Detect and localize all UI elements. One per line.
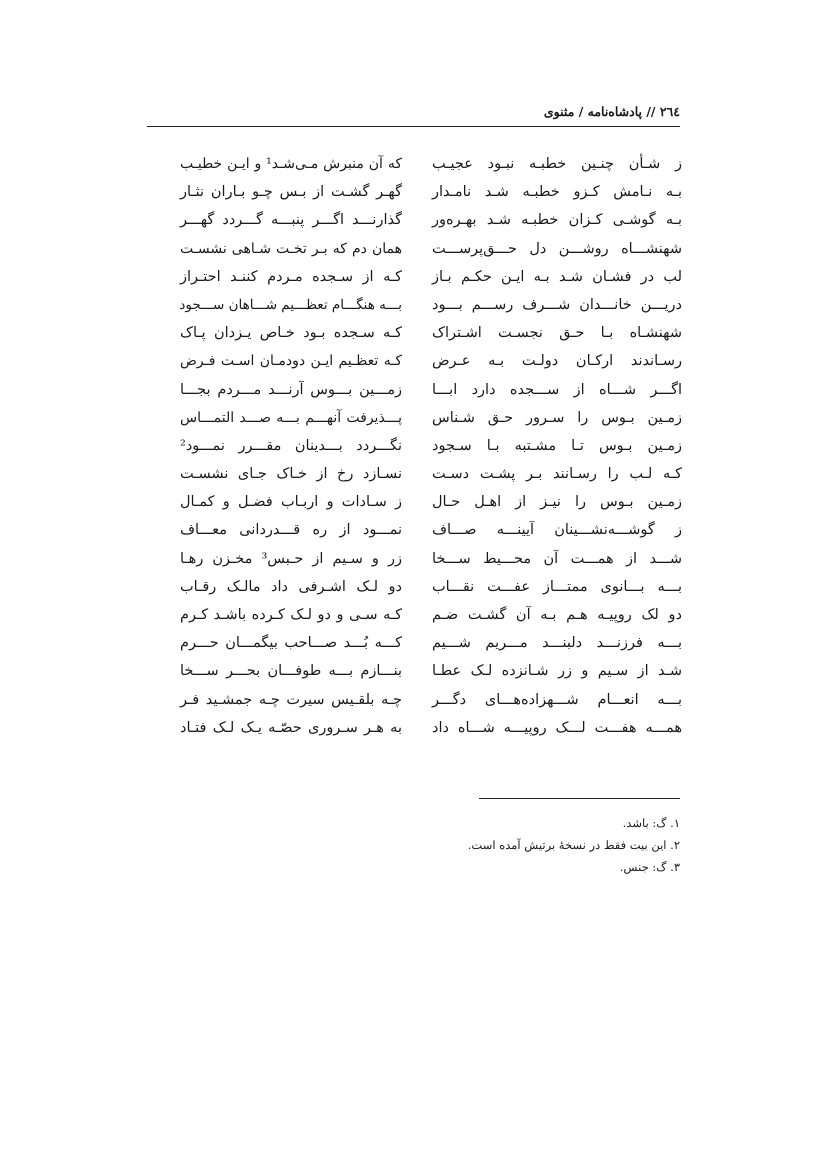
- verse-line: دو لـک اشـرفی داد مالـک رقـاب: [180, 578, 402, 595]
- verse-line: زمـین بـوس تـا مشـتبه بـا سـجود: [432, 437, 682, 454]
- footnotes: [400, 812, 680, 878]
- verse-line: شـد از سـیم و زر شـانزده لـک عطـا: [432, 663, 682, 680]
- verse-line: لب در فشـان شـد بـه ایـن حکـم بـاز: [432, 268, 682, 285]
- verse-line: کـه لـب را رسـانند بـر پشـت دسـت: [432, 466, 682, 483]
- verse-line: گهـر گشـت از بـس چـو بـاران نثـار: [180, 184, 402, 201]
- verse-line: کـه تعظـیم ایـن دودمـان اسـت فـرض: [180, 353, 402, 370]
- verse-line: اگـــر شـــاه از ســـجده دارد ابـــا: [432, 381, 682, 398]
- verse-line: کـه سـی و دو لـک کـرده باشـد کـرم: [180, 607, 402, 623]
- verse-line: ز سـادات و اربـاب فضـل و کمـال: [180, 494, 402, 511]
- verse-line: شهنشـــاه روشـــن دل حـــق‌پرســـت: [432, 240, 682, 257]
- verse-line: بـــه انعـــام شـــهزاده‌هـــای دگـــر: [432, 691, 682, 708]
- verse-line: به هـر سـروری حصّـه یـک لـک فتـاد: [180, 719, 402, 736]
- header-divider: [147, 126, 680, 127]
- verse-line: پـــذیرفت آنهـــم بـــه صـــد التمـــاس: [180, 409, 402, 426]
- poem-right-column: [432, 150, 682, 742]
- verse-line: بنـــازم بـــه طوفـــان بحـــر ســـخا: [180, 663, 402, 680]
- verse-line: نگـــردد بـــدینان مقـــرر نمـــود²: [180, 437, 402, 454]
- verse-line: نمـــود از ره قـــدردانی معـــاف: [180, 522, 402, 539]
- verse-line: بـه گوشـی کـزان خطبـه شـد بهـره‌ور: [432, 212, 682, 229]
- verse-line: شـــد از همـــت آن محـــیط ســـخا: [432, 550, 682, 567]
- verse-line: چـه بلقـیس سیرت چـه جمشـید فـر: [180, 691, 402, 708]
- verse-line: دریـــن خانـــدان شـــرف رســـم بـــود: [432, 296, 682, 313]
- verse-line: زمـین بـوس را نیـز از اهـل حـال: [432, 494, 682, 511]
- verse-line: شهنشـاه بـا حـق نجسـت اشـتراک: [432, 325, 682, 342]
- verse-line: بـــه بـــانوی ممتـــاز عفـــت نقـــاب: [432, 578, 682, 595]
- verse-line: همان دم که بـر تخـت شـاهی نشسـت: [180, 240, 402, 257]
- verse-line: بـه نـامش کـزو خطبـه شـد نامـدار: [432, 184, 682, 201]
- verse-line: همـــه هفـــت لـــک روپیـــه شـــاه داد: [432, 719, 682, 736]
- verse-line: بـــه فرزنـــد دلبنـــد مـــریم شـــیم: [432, 635, 682, 652]
- verse-line: زمـین بـوس را سـرور حـق شـناس: [432, 409, 682, 426]
- verse-line: گذارنـــد اگـــر پنبـــه گـــردد گهـــر: [180, 212, 402, 229]
- verse-line: که آن منبرش مـی‌شـد¹ و ایـن خطیـب: [180, 156, 402, 172]
- verse-line: کـه سـجده بـود خـاص یـزدان پـاک: [180, 325, 402, 342]
- footnote: ٢. این بیت فقط در نسخهٔ برتیش آمده است.: [467, 838, 680, 852]
- verse-line: ز شـأن چنـین خطبـه نبـود عجیـب: [432, 156, 682, 172]
- poem-left-column: [180, 150, 402, 742]
- verse-line: کـــه بُـــد صـــاحب بیگمـــان حـــرم: [180, 635, 402, 652]
- verse-line: نسـازد رخ از خـاک جـای نشسـت: [180, 466, 402, 483]
- verse-line: ز گوشـــه‌نشـــینان آیینـــه صـــاف: [432, 522, 682, 539]
- footnote: ٣. گ: جنس.: [619, 860, 680, 874]
- footnote: ١. گ: باشد.: [622, 816, 680, 830]
- verse-line: بـــه هنگـــام تعظـــیم شـــاهان ســـجود: [179, 296, 402, 313]
- verse-line: زر و سـیم از حـبس³ مخـزن رهـا: [180, 550, 402, 567]
- verse-line: دو لک روپیـه هـم بـه آن گشـت ضـم: [432, 607, 682, 623]
- verse-line: رسـاندند ارکـان دولـت بـه عـرض: [432, 353, 682, 370]
- running-header: ٢٦٤ // پادشاه‌نامه / مثنوی: [543, 104, 680, 119]
- verse-line: زمـــین بـــوس آرنـــد مـــردم بجـــا: [180, 381, 402, 398]
- footnote-divider: [479, 798, 680, 799]
- verse-line: کـه از سـجده مـردم کننـد احتـراز: [180, 268, 402, 285]
